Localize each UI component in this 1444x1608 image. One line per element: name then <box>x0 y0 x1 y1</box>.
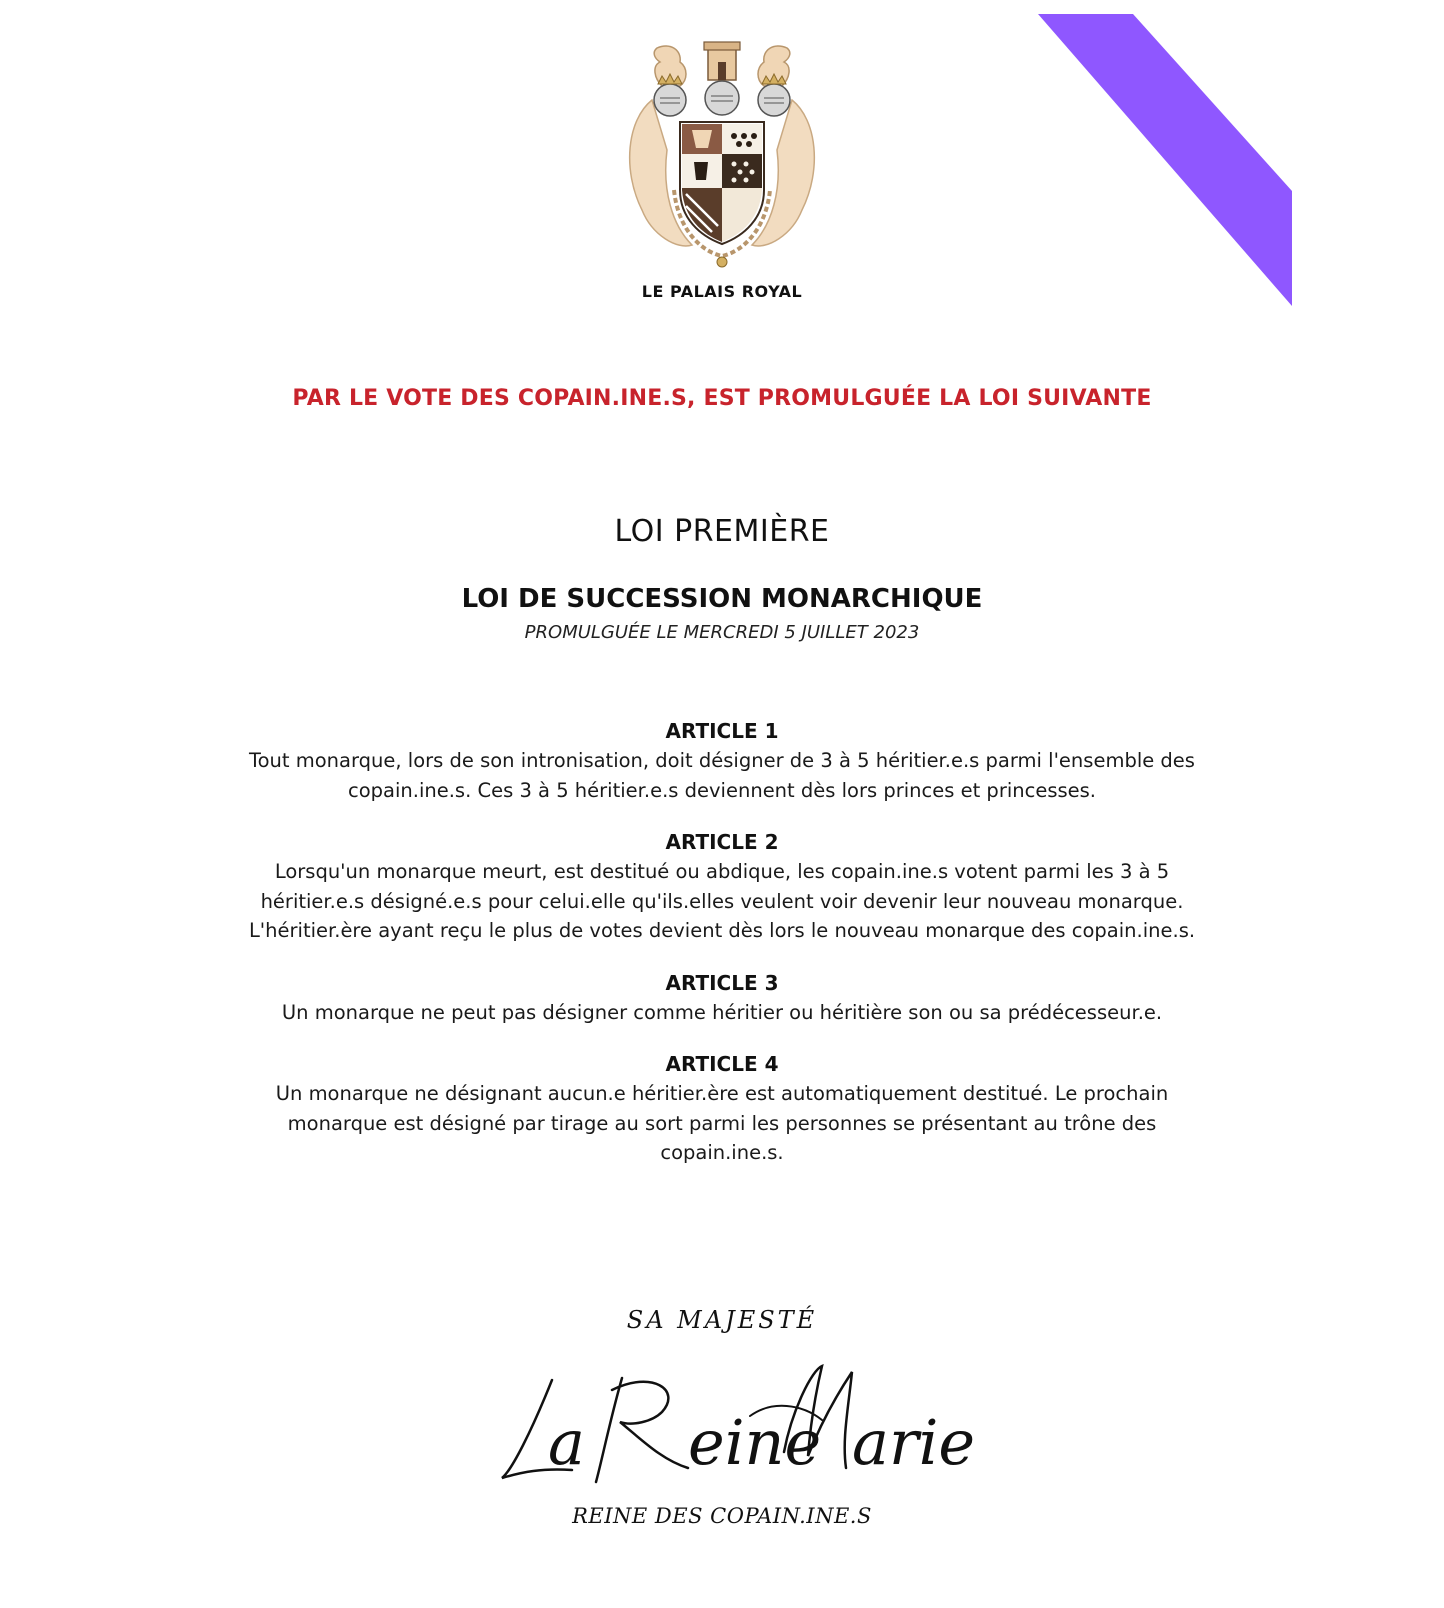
article-body: Un monarque ne désignant aucun.e héritier.ère est automatiquement destitué. Le prochain monarque est désigné par tirage au sort parmi les personnes se présentant au trône des copain.ine.s. <box>275 1082 1169 1164</box>
proclamation-heading: PAR LE VOTE DES COPAIN.INE.S, EST PROMULGUÉE LA LOI SUIVANTE <box>292 386 1152 411</box>
article-heading: ARTICLE 4 <box>665 1052 779 1076</box>
law-promulgation-date: PROMULGUÉE LE MERCREDI 5 JUILLET 2023 <box>524 622 920 643</box>
law-number: LOI PREMIÈRE <box>614 514 830 549</box>
palace-name: LE PALAIS ROYAL <box>641 282 803 301</box>
handwritten-signature <box>492 1360 976 1490</box>
article-heading: ARTICLE 3 <box>665 970 779 995</box>
articles-section <box>232 716 1212 1190</box>
queen-title: REINE DES COPAIN.INE.S <box>572 1504 872 1528</box>
svg-text:eine: eine <box>688 1406 822 1479</box>
article-heading: ARTICLE 1 <box>665 719 779 743</box>
article-body: Tout monarque, lors de son intronisation, doit désigner de 3 à 5 héritier.e.s parmi l'ensemble des copain.ine.s. Ces 3 à 5 héritier.e.s deviennent dès lors princes et princesses. <box>249 749 1195 802</box>
ribbon-band <box>1038 14 1292 306</box>
law-title: LOI DE SUCCESSION MONARCHIQUE <box>461 584 983 614</box>
svg-text:a: a <box>548 1406 585 1479</box>
svg-text:arie: arie <box>852 1406 976 1479</box>
article-body: Un monarque ne peut pas désigner comme héritier ou héritière son ou sa prédécesseur.e. <box>281 1000 1163 1024</box>
article-1 <box>232 716 1212 805</box>
majesty-label: SA MAJESTÉ <box>626 1306 818 1334</box>
article-3 <box>232 968 1212 1028</box>
article-heading: ARTICLE 2 <box>665 830 779 854</box>
royal-coat-of-arms-icon <box>622 40 822 270</box>
article-body: Lorsqu'un monarque meurt, est destitué ou abdique, les copain.ine.s votent parmi les 3 à 5 héritier.e.s désigné.e.s pour celui.elle qu'ils.elles veulent voir devenir leur nouveau monarque. L'héritier.ère ayant reçu le plus de votes devient dès lors le nouveau monarque des copain.ine.s. <box>248 860 1196 942</box>
article-2 <box>232 827 1212 946</box>
article-4 <box>232 1049 1212 1168</box>
